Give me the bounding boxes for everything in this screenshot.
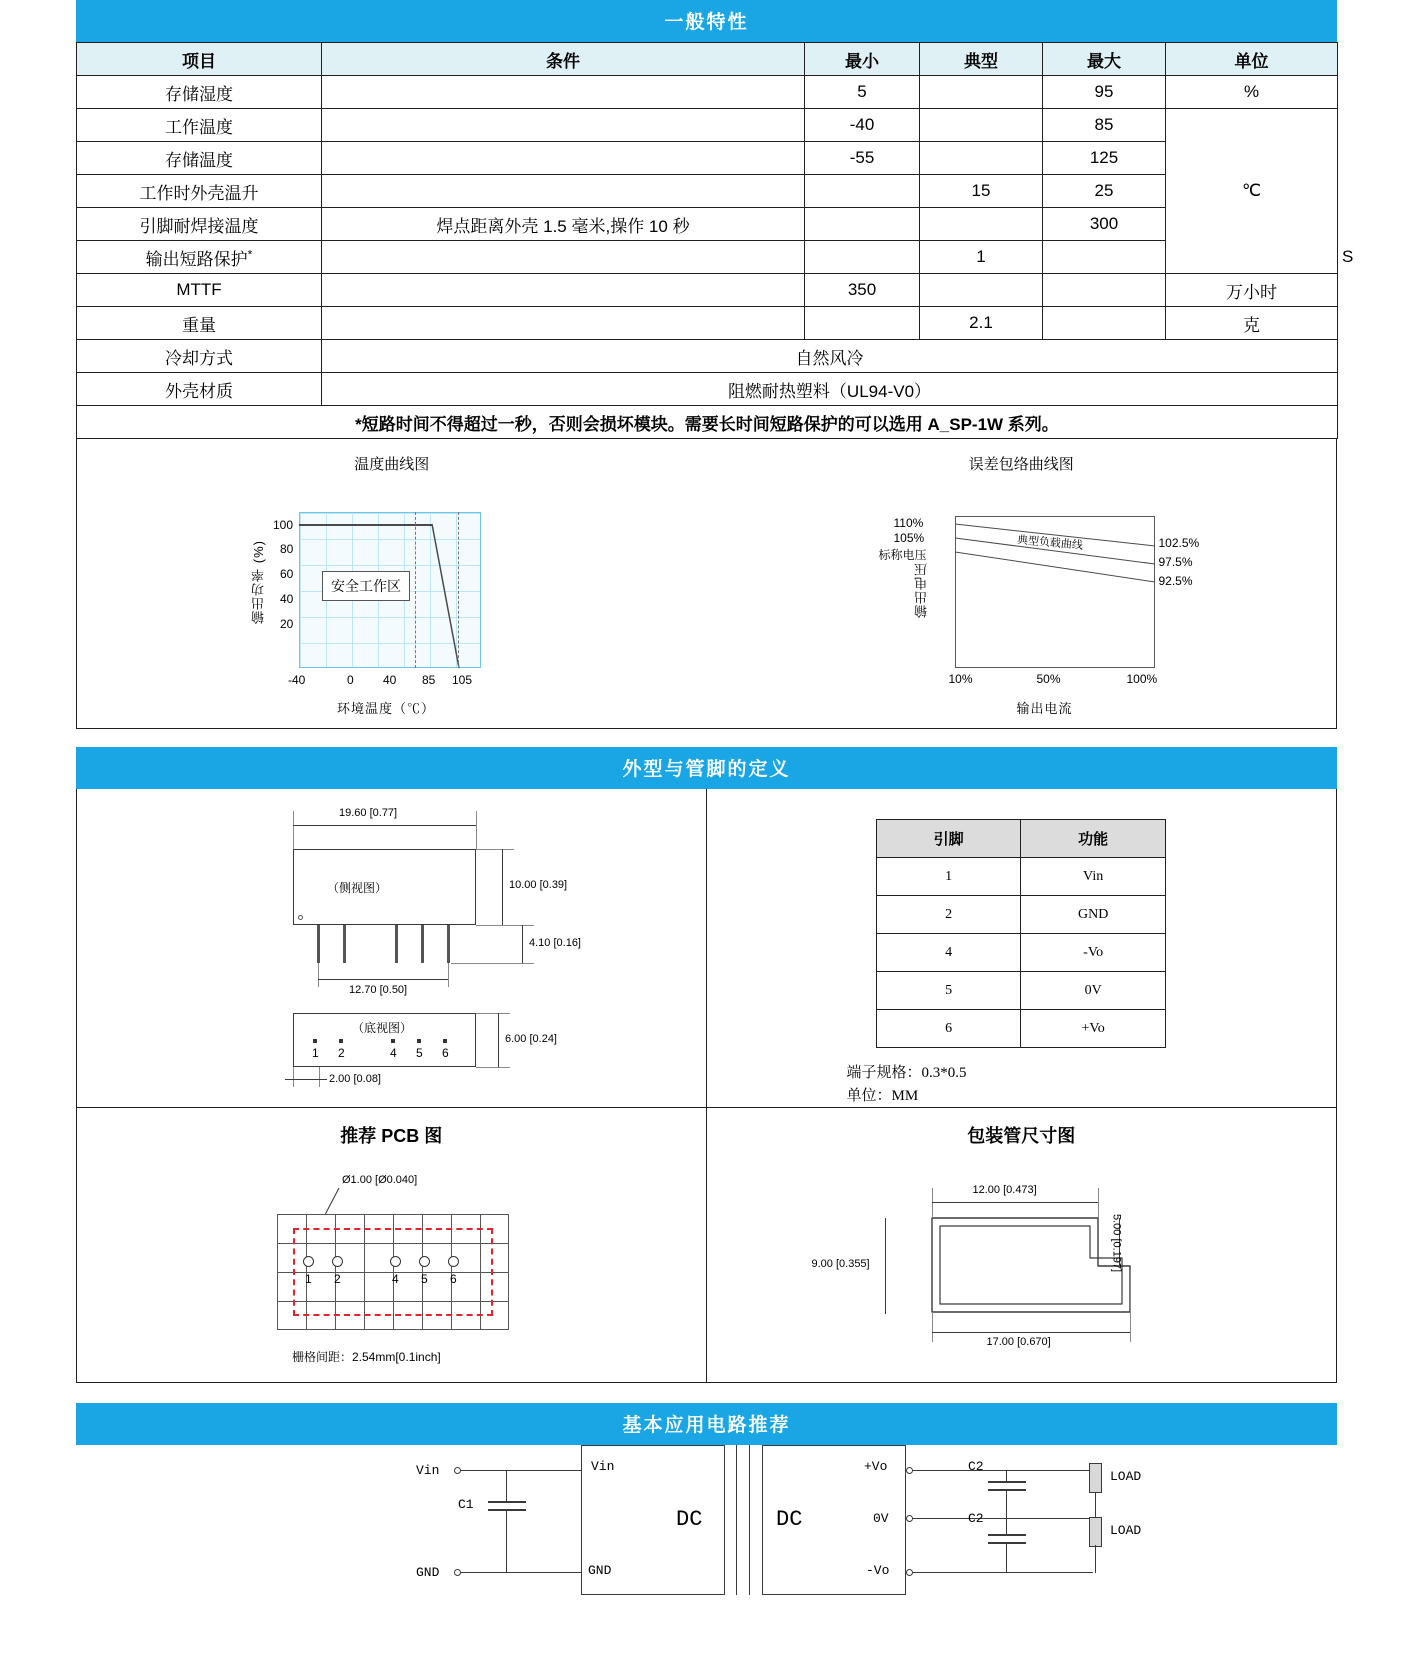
label-97-5-percent: 97.5% bbox=[1158, 555, 1193, 569]
box-label-pvo: +Vo bbox=[864, 1459, 888, 1474]
y-axis-label-envelope: 输出电压 bbox=[913, 562, 929, 618]
table-row-merged bbox=[77, 373, 1338, 406]
pin-table-row bbox=[877, 896, 1166, 934]
circuit-label-vin: Vin bbox=[416, 1463, 440, 1478]
pcb-pin-label-1: 1 bbox=[305, 1272, 312, 1286]
y-tick-60: 60 bbox=[280, 567, 294, 581]
tube-dim-arrow-bottom bbox=[932, 1332, 1130, 1333]
row-condition bbox=[322, 274, 805, 307]
tube-ext-left-bottom bbox=[932, 1312, 933, 1342]
pin-function: 0V bbox=[1021, 972, 1166, 1010]
box-label-0v: 0V bbox=[873, 1511, 889, 1526]
row-condition bbox=[322, 109, 805, 142]
tube-dim-left-height: 9.00 [0.355] bbox=[811, 1258, 870, 1270]
bottom-pin-4: 4 bbox=[390, 1046, 397, 1060]
wire-gnd-bottom bbox=[461, 1572, 581, 1573]
wire-0v bbox=[913, 1518, 1093, 1519]
row-item-short-circuit: 输出短路保护* bbox=[77, 241, 322, 274]
pin-number: 2 bbox=[877, 896, 1021, 934]
section-banner-general: 一般特性 bbox=[76, 0, 1337, 42]
ext-line-left bbox=[293, 811, 294, 849]
pin-function: +Vo bbox=[1021, 1010, 1166, 1048]
row-item: MTTF bbox=[77, 274, 322, 307]
pcb-pin-label-2: 2 bbox=[334, 1272, 341, 1286]
isolation-barrier bbox=[736, 1445, 750, 1595]
pin-leg-4 bbox=[395, 925, 398, 963]
tube-dim-right-height: 5.00 [0.197] bbox=[1110, 1214, 1123, 1273]
row-min: -40 bbox=[805, 109, 920, 142]
pin-function: Vin bbox=[1021, 858, 1166, 896]
row-min: 350 bbox=[805, 274, 920, 307]
ext-line-pitch-right bbox=[319, 1067, 320, 1087]
box-label-gnd: GND bbox=[588, 1563, 612, 1578]
box-label-dc-left: DC bbox=[676, 1507, 703, 1532]
pcb-cell bbox=[77, 1108, 707, 1382]
row-typ bbox=[920, 142, 1043, 175]
pin-header-number: 引脚 bbox=[877, 820, 1021, 858]
pad-mark-2 bbox=[339, 1039, 343, 1043]
header-typ: 典型 bbox=[920, 43, 1043, 76]
ext-line-body-top bbox=[476, 849, 514, 850]
row-min: 5 bbox=[805, 76, 920, 109]
row-min: -55 bbox=[805, 142, 920, 175]
x-tick-85: 85 bbox=[422, 673, 436, 687]
label-102-5-percent: 102.5% bbox=[1158, 536, 1200, 550]
pin-leg-1 bbox=[317, 925, 320, 963]
dim-arrow-pin-span bbox=[318, 979, 448, 980]
tube-ext-right-bottom bbox=[1130, 1270, 1131, 1342]
ext-line-right bbox=[476, 811, 477, 849]
charts-container bbox=[76, 439, 1337, 729]
terminal-spec-note bbox=[847, 1062, 1337, 1107]
pin-function: GND bbox=[1021, 896, 1166, 934]
row-min bbox=[805, 175, 920, 208]
pin-leg-2 bbox=[343, 925, 346, 963]
dim-arrow-bottom-depth bbox=[498, 1013, 499, 1067]
bottom-pin-6: 6 bbox=[442, 1046, 449, 1060]
dim-width-top: 19.60 [0.77] bbox=[339, 807, 398, 819]
pcb-pad-1 bbox=[303, 1256, 314, 1267]
wire-load1-bottom bbox=[1095, 1492, 1096, 1518]
pcb-pin-label-5: 5 bbox=[421, 1272, 428, 1286]
pin-leg-5 bbox=[421, 925, 424, 963]
table-row bbox=[77, 175, 1338, 208]
dim-arrow-pin-length bbox=[522, 925, 523, 963]
envelope-plot bbox=[707, 474, 1337, 716]
row-condition: 焊点距离外壳 1.5 毫米,操作 10 秒 bbox=[322, 208, 805, 241]
row-max bbox=[1043, 241, 1166, 274]
ext-line-pin-bottom bbox=[451, 963, 534, 964]
row-condition bbox=[322, 142, 805, 175]
c1-plate-top bbox=[488, 1501, 526, 1503]
tube-outline bbox=[902, 1200, 1222, 1350]
circuit-node-pvo bbox=[906, 1467, 913, 1474]
load1-label: LOAD bbox=[1110, 1469, 1142, 1484]
tube-cell bbox=[707, 1108, 1337, 1382]
row-item: 工作温度 bbox=[77, 109, 322, 142]
row-max: 300 bbox=[1043, 208, 1166, 241]
ext-line-pitch-left bbox=[293, 1067, 294, 1087]
row-unit: 克 bbox=[1166, 307, 1338, 340]
row-merged-value: 自然风冷 bbox=[322, 340, 1338, 373]
outline-section bbox=[76, 747, 1337, 1383]
box-label-nvo: -Vo bbox=[866, 1563, 890, 1578]
ext-line-span-left bbox=[318, 963, 319, 987]
pad-mark-5 bbox=[417, 1039, 421, 1043]
row-typ: 2.1 bbox=[920, 307, 1043, 340]
row-item: 重量 bbox=[77, 307, 322, 340]
dashed-line-85 bbox=[415, 512, 416, 668]
row-max: 95 bbox=[1043, 76, 1166, 109]
bottom-pin-5: 5 bbox=[416, 1046, 423, 1060]
pcb-title: 推荐 PCB 图 bbox=[340, 1126, 443, 1146]
pin1-marker-side bbox=[298, 915, 303, 920]
mechanical-drawing-cell bbox=[77, 789, 707, 1107]
row-typ: 1 bbox=[920, 241, 1043, 274]
pcb-pin-label-6: 6 bbox=[450, 1272, 457, 1286]
circuit-label-gnd: GND bbox=[416, 1565, 440, 1580]
pcb-drawing bbox=[77, 1152, 706, 1382]
row-max bbox=[1043, 274, 1166, 307]
dim-pin-span: 12.70 [0.50] bbox=[349, 984, 408, 996]
header-min: 最小 bbox=[805, 43, 920, 76]
x-tick-100-percent: 100% bbox=[1126, 672, 1158, 686]
x-tick-50-percent: 50% bbox=[1036, 672, 1061, 686]
pad-mark-1 bbox=[313, 1039, 317, 1043]
wire-pvo bbox=[913, 1470, 1093, 1471]
footnote-text: *短路时间不得超过一秒，否则会损坏模块。需要长时间短路保护的可以选用 A_SP-1W 系列。 bbox=[77, 406, 1338, 439]
dashed-line-105 bbox=[458, 512, 459, 668]
row-unit-celsius: ℃ bbox=[1166, 109, 1338, 274]
ext-line-span-right bbox=[448, 963, 449, 987]
c1-label: C1 bbox=[458, 1497, 474, 1512]
chart-title-envelope: 误差包络曲线图 bbox=[968, 456, 1074, 473]
pin-function-cell bbox=[707, 789, 1337, 1107]
wire-c2a-bottom bbox=[1006, 1491, 1007, 1519]
pin-function: -Vo bbox=[1021, 934, 1166, 972]
temperature-plot bbox=[77, 474, 707, 716]
section-banner-outline: 外型与管脚的定义 bbox=[76, 747, 1337, 789]
circuit-section bbox=[76, 1403, 1337, 1655]
pad-mark-4 bbox=[391, 1039, 395, 1043]
tube-dim-top-width: 12.00 [0.473] bbox=[972, 1184, 1037, 1196]
c2a-label: C2 bbox=[968, 1459, 984, 1474]
pin-number: 6 bbox=[877, 1010, 1021, 1048]
outline-and-pins bbox=[76, 789, 1337, 1108]
pcb-pitch-note: 栅格间距：2.54mm[0.1inch] bbox=[292, 1350, 441, 1364]
general-section bbox=[76, 0, 1354, 729]
dim-body-height: 10.00 [0.39] bbox=[509, 879, 568, 891]
pin-table-row bbox=[877, 972, 1166, 1010]
application-circuit-drawing bbox=[76, 1445, 1337, 1645]
x-tick-10-percent: 10% bbox=[948, 672, 973, 686]
header-item: 项目 bbox=[77, 43, 322, 76]
table-row-merged bbox=[77, 340, 1338, 373]
header-max: 最大 bbox=[1043, 43, 1166, 76]
general-characteristics-table bbox=[76, 42, 1354, 439]
bottom-pin-1: 1 bbox=[312, 1046, 319, 1060]
y-tick-80: 80 bbox=[280, 542, 294, 556]
ext-line-bv-top bbox=[476, 1013, 510, 1014]
row-typ bbox=[920, 109, 1043, 142]
dim-bottom-depth: 6.00 [0.24] bbox=[505, 1033, 557, 1045]
row-condition bbox=[322, 76, 805, 109]
box-label-vin: Vin bbox=[591, 1459, 615, 1474]
circuit-node-vin bbox=[454, 1467, 461, 1474]
y-tick-40: 40 bbox=[280, 592, 294, 606]
wire-c1-top bbox=[506, 1470, 507, 1503]
bottom-pin-2: 2 bbox=[338, 1046, 345, 1060]
section-banner-circuit: 基本应用电路推荐 bbox=[76, 1403, 1337, 1445]
circuit-node-nvo bbox=[906, 1569, 913, 1576]
pin-number: 4 bbox=[877, 934, 1021, 972]
table-row: 输出短路保护* 1 S bbox=[77, 241, 1338, 274]
footnote-row bbox=[77, 406, 1338, 439]
table-row bbox=[77, 307, 1338, 340]
row-min bbox=[805, 208, 920, 241]
row-min bbox=[805, 307, 920, 340]
row-max: 125 bbox=[1043, 142, 1166, 175]
unit-line: 单位：MM bbox=[846, 1087, 919, 1104]
table-header-row bbox=[77, 43, 1338, 76]
row-unit: % bbox=[1166, 76, 1338, 109]
row-typ bbox=[920, 208, 1043, 241]
row-max: 85 bbox=[1043, 109, 1166, 142]
ext-line-body-bottom bbox=[476, 925, 534, 926]
row-merged-value: 阻燃耐热塑料（UL94-V0） bbox=[322, 373, 1338, 406]
x-axis-label-temp: 环境温度（℃） bbox=[337, 701, 436, 716]
side-view-label: （侧视图） bbox=[327, 881, 388, 895]
box-label-dc-right: DC bbox=[776, 1507, 803, 1532]
row-item: 引脚耐焊接温度 bbox=[77, 208, 322, 241]
c2b-label: C2 bbox=[968, 1511, 984, 1526]
row-unit: 万小时 bbox=[1166, 274, 1338, 307]
pad-mark-6 bbox=[443, 1039, 447, 1043]
tube-dim-bottom-width: 17.00 [0.670] bbox=[986, 1336, 1051, 1348]
footnote-marker: * bbox=[247, 246, 253, 261]
y-tick-20: 20 bbox=[280, 617, 294, 631]
pcb-pad-6 bbox=[448, 1256, 459, 1267]
x-tick-neg40: -40 bbox=[288, 673, 306, 687]
table-row bbox=[77, 142, 1338, 175]
y-tick-100: 100 bbox=[273, 518, 294, 532]
error-envelope-chart bbox=[707, 439, 1337, 728]
wire-c1-bottom bbox=[506, 1511, 507, 1573]
temperature-curve-chart bbox=[77, 439, 707, 728]
pcb-pin-label-4: 4 bbox=[392, 1272, 399, 1286]
row-typ: 15 bbox=[920, 175, 1043, 208]
label-105-percent: 105% bbox=[893, 531, 925, 545]
dim-arrow-width bbox=[293, 825, 476, 826]
label-typical-load-curve: 典型负载曲线 bbox=[1016, 534, 1083, 552]
row-item: 存储湿度 bbox=[77, 76, 322, 109]
chart-title-temperature: 温度曲线图 bbox=[354, 456, 430, 473]
dim-arrow-body-height bbox=[502, 849, 503, 925]
load-resistor-2 bbox=[1089, 1517, 1102, 1547]
table-row bbox=[77, 109, 1338, 142]
c2a-plate-top bbox=[988, 1481, 1026, 1483]
row-min bbox=[805, 241, 920, 274]
label-92-5-percent: 92.5% bbox=[1158, 574, 1193, 588]
pcb-pad-4 bbox=[390, 1256, 401, 1267]
row-item: 外壳材质 bbox=[77, 373, 322, 406]
load-resistor-1 bbox=[1089, 1463, 1102, 1493]
circuit-node-0v bbox=[906, 1515, 913, 1522]
x-axis-label-envelope: 输出电流 bbox=[1016, 701, 1073, 716]
dim-pin-length: 4.10 [0.16] bbox=[529, 937, 581, 949]
row-typ bbox=[920, 76, 1043, 109]
row-condition bbox=[322, 175, 805, 208]
row-item: 存储温度 bbox=[77, 142, 322, 175]
safe-operating-area-label: 安全工作区 bbox=[322, 571, 410, 601]
row-typ bbox=[920, 274, 1043, 307]
pcb-pad-2 bbox=[332, 1256, 343, 1267]
pin-number: 5 bbox=[877, 972, 1021, 1010]
wire-nvo bbox=[913, 1572, 1093, 1573]
label-110-percent: 110% bbox=[893, 516, 924, 530]
ext-line-bv-bottom bbox=[476, 1067, 510, 1068]
circuit-node-gnd bbox=[454, 1569, 461, 1576]
label-nominal-voltage: 标称电压 bbox=[878, 548, 927, 562]
pcb-hole-label: Ø1.00 [Ø0.040] bbox=[342, 1174, 418, 1186]
table-row bbox=[77, 76, 1338, 109]
row-item: 工作时外壳温升 bbox=[77, 175, 322, 208]
tube-dim-arrow-left bbox=[885, 1218, 886, 1314]
pin-function-table bbox=[876, 819, 1166, 1048]
header-unit: 单位 bbox=[1166, 43, 1338, 76]
header-condition: 条件 bbox=[322, 43, 805, 76]
pin-header-function: 功能 bbox=[1021, 820, 1166, 858]
pin-leg-6 bbox=[447, 925, 450, 963]
x-tick-40: 40 bbox=[383, 673, 397, 687]
tube-title: 包装管尺寸图 bbox=[967, 1126, 1076, 1146]
wire-c2b-bottom bbox=[1006, 1544, 1007, 1573]
pin-table-row bbox=[877, 858, 1166, 896]
row-condition bbox=[322, 307, 805, 340]
pin-table-row bbox=[877, 934, 1166, 972]
side-view-drawing bbox=[77, 789, 706, 1089]
pcb-and-tube bbox=[76, 1108, 1337, 1383]
tube-ext-left-top bbox=[932, 1188, 933, 1218]
wire-vin-top bbox=[461, 1470, 581, 1471]
tube-dim-arrow-top bbox=[932, 1202, 1098, 1203]
pin-number: 1 bbox=[877, 858, 1021, 896]
wire-load2-bottom bbox=[1095, 1545, 1096, 1573]
row-max: 25 bbox=[1043, 175, 1166, 208]
x-tick-105: 105 bbox=[452, 673, 473, 687]
row-max bbox=[1043, 307, 1166, 340]
pcb-pad-5 bbox=[419, 1256, 430, 1267]
load2-label: LOAD bbox=[1110, 1523, 1142, 1538]
row-condition bbox=[322, 241, 805, 274]
pin-table-header bbox=[877, 820, 1166, 858]
bottom-view-label: （底视图） bbox=[352, 1021, 413, 1035]
dim-arrow-pitch bbox=[285, 1079, 327, 1080]
pin-table-row bbox=[877, 1010, 1166, 1048]
tube-drawing bbox=[707, 1152, 1337, 1382]
x-tick-0: 0 bbox=[347, 673, 354, 687]
table-row bbox=[77, 274, 1338, 307]
row-item: 冷却方式 bbox=[77, 340, 322, 373]
tube-ext-right-top bbox=[1098, 1188, 1099, 1218]
terminal-spec-line: 端子规格：0.3*0.5 bbox=[846, 1065, 967, 1081]
c2b-plate-top bbox=[988, 1534, 1026, 1536]
dim-pin-pitch: 2.00 [0.08] bbox=[329, 1073, 381, 1085]
table-row bbox=[77, 208, 1338, 241]
y-axis-label-temp: 输出功率 (%) bbox=[251, 540, 266, 624]
